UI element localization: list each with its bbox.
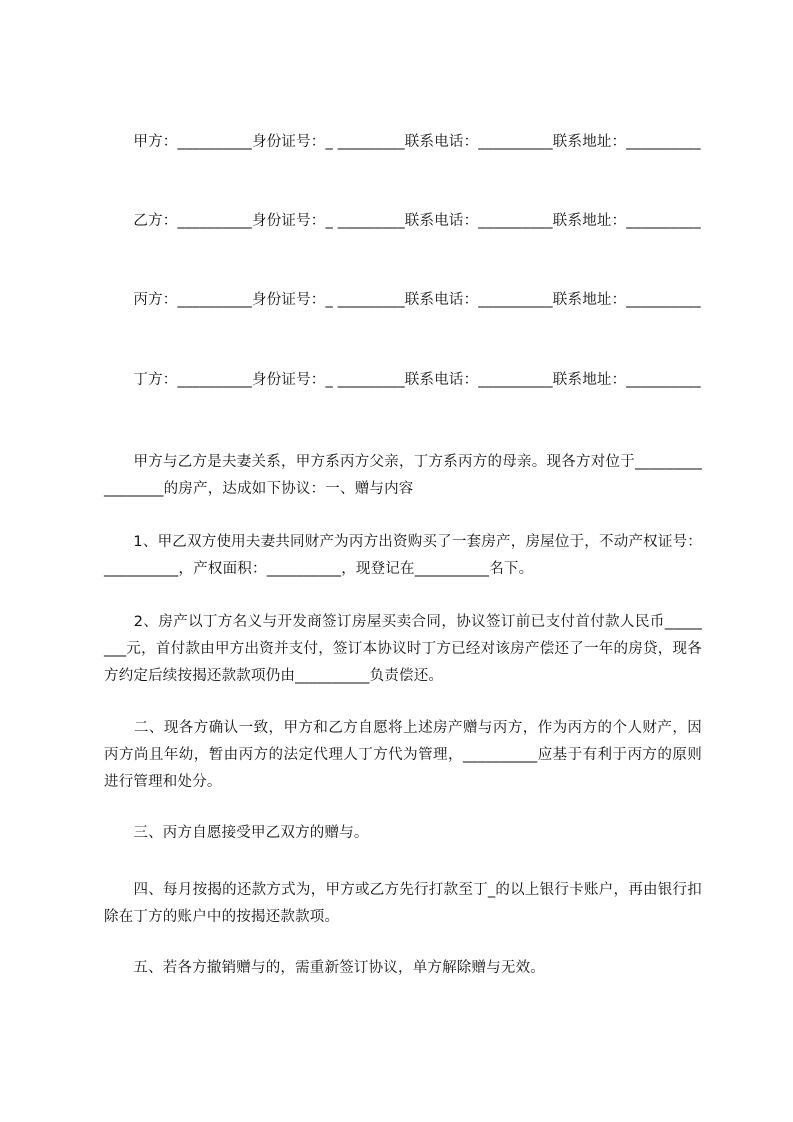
section-4-paragraph: 四、每月按揭的还款方式为，甲方或乙方先行打款至丁_的以上银行卡账户，再由银行扣除在丁方的账户中的按揭还款款项。 [104, 882, 702, 925]
section-2-paragraph: 二、现各方确认一致，甲方和乙方自愿将上述房产赠与丙方，作为丙方的个人财产，因丙方尚且年幼，暂由丙方的法定代理人丁方代为管理，__________应基于有利于丙方的原则进行管理和处分。 [104, 720, 702, 790]
party-ding-line: 丁方：__________身份证号：_ _________联系电话：__________联系地址：__________ [104, 372, 701, 388]
clause-1-paragraph: 1、甲乙双方使用夫妻共同财产为丙方出资购买了一套房产，房屋位于，不动产权证号：__________，产权面积：__________，现登记在__________名下。 [104, 534, 702, 577]
intro-paragraph: 甲方与乙方是夫妻关系，甲方系丙方父亲，丁方系丙方的母亲。现各方对位于_________________的房产，达成如下协议：一、赠与内容 [104, 454, 702, 497]
section-3-paragraph: 三、丙方自愿接受甲乙双方的赠与。 [104, 825, 369, 841]
section-5-paragraph: 五、若各方撤销赠与的，需重新签订协议，单方解除赠与无效。 [104, 960, 545, 976]
party-yi-line: 乙方：__________身份证号：_ _________联系电话：__________联系地址：__________ [104, 213, 701, 229]
clause-2-paragraph: 2、房产以丁方名义与开发商签订房屋买卖合同，协议签订前已支付首付款人民币________元，首付款由甲方出资并支付，签订本协议时丁方已经对该房产偿还了一年的房贷，现各方约定后续按揭还款款项仍由__________负责偿还。 [104, 614, 702, 684]
party-jia-line: 甲方：__________身份证号：_ _________联系电话：__________联系地址：__________ [104, 134, 701, 150]
party-bing-line: 丙方：__________身份证号：_ _________联系电话：__________联系地址：__________ [104, 292, 701, 308]
